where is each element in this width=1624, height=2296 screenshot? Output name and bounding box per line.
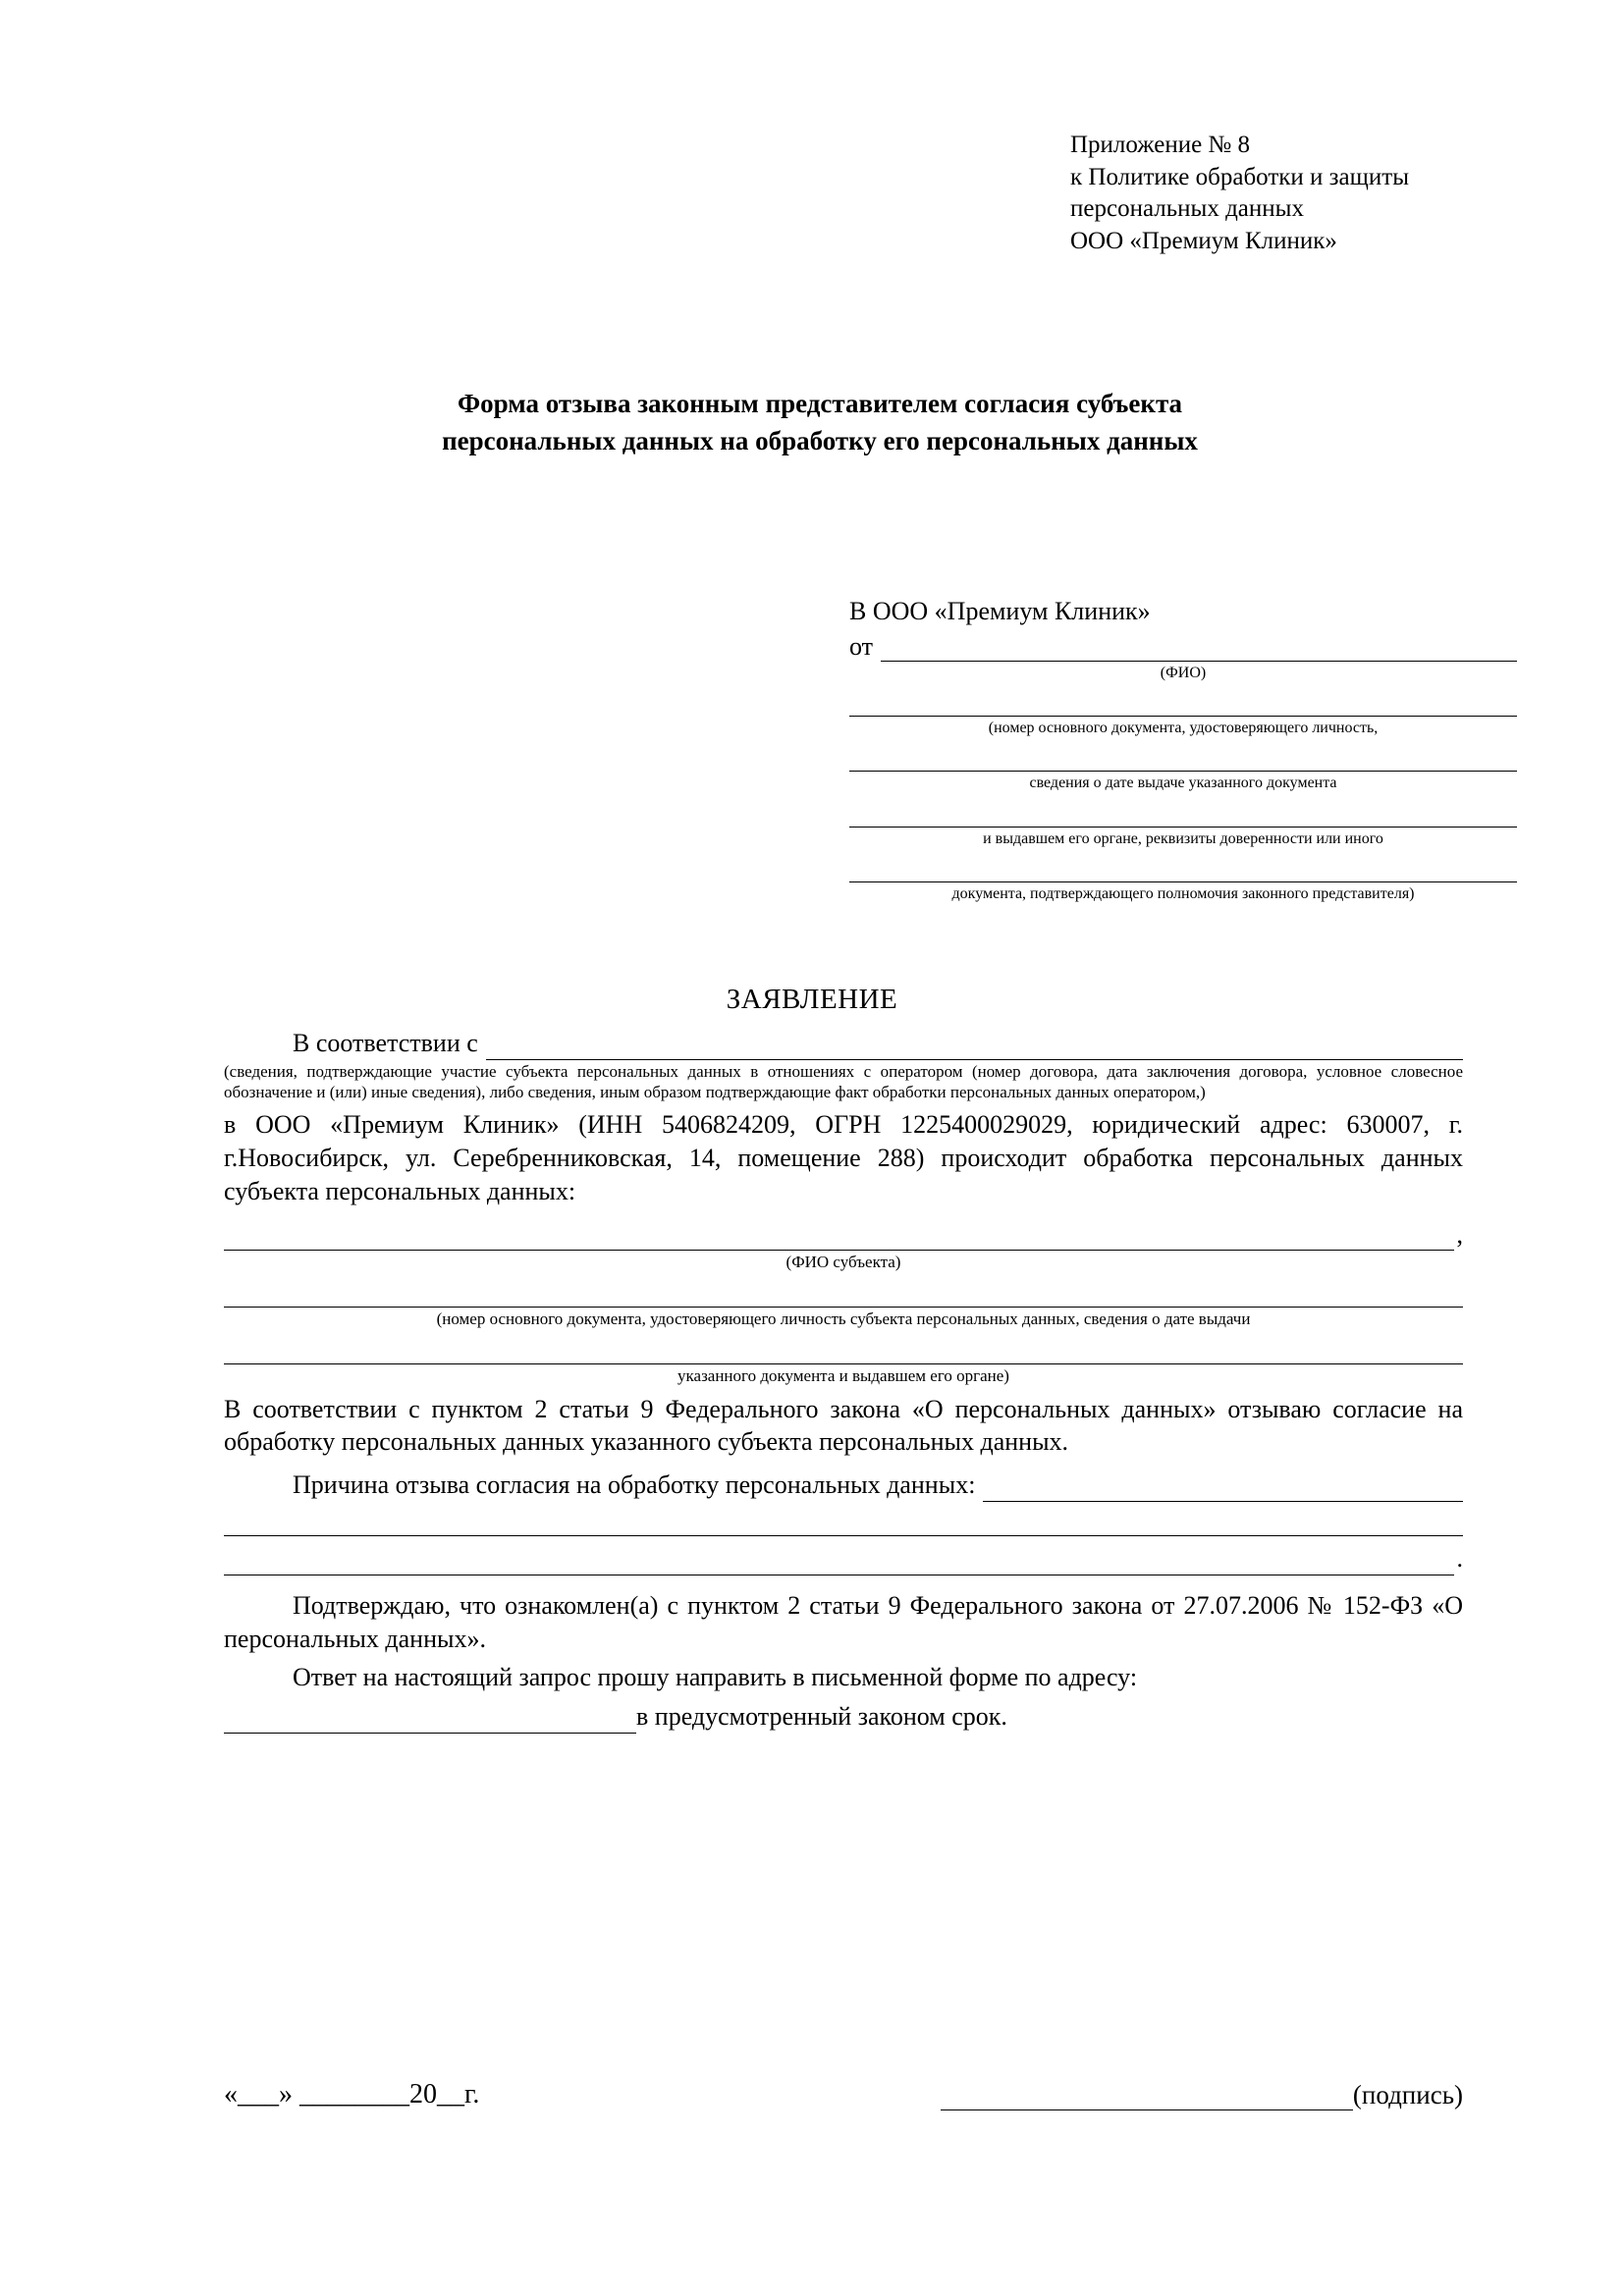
addressee-organization: В ООО «Премиум Клиник» [849,597,1151,625]
doc-caption-4: документа, подтверждающего полномочия законного представителя) [951,884,1415,902]
appendix-header [1070,130,1581,257]
page-title-line-2: персональных данных на обработку его персональных данных [442,426,1198,456]
doc-caption-2: сведения о дате выдаче указанного документа [1029,774,1337,792]
from-fio-input[interactable] [881,639,1517,662]
answer-address-row [224,1700,1463,1734]
reason-label: Причина отзыва согласия на обработку персональных данных: [293,1470,976,1500]
statement-heading: ЗАЯВЛЕНИЕ [726,984,898,1015]
appendix-line-3: персональных данных [1070,195,1304,222]
reason-input-1[interactable] [983,1479,1463,1502]
subject-doc-input-2[interactable] [224,1336,1463,1364]
doc-input-4[interactable] [849,852,1517,882]
addressee-block [849,597,1517,903]
participation-caption: (сведения, подтверждающие участие субъекта персональных данных в отношениях с оператором (номер договора, дата заключения договора, условное словесное обозначение и (или) иные сведения), либо сведения, иным образом подтверждающие факт обработки персональных данных оператором,) [224,1061,1463,1101]
statement-body [224,1027,1463,1734]
appendix-line-2: к Политике обработки и защиты [1070,163,1410,190]
doc-caption-3: и выдавшем его органе, реквизиты доверенности или иного [983,829,1383,847]
from-row [849,632,1517,662]
doc-field-1 [849,686,1517,737]
appendix-line-4: ООО «Премиум Клиник» [1070,227,1337,254]
operator-paragraph: в ООО «Премиум Клиник» (ИНН 5406824209, ОГРН 1225400029029, юридический адрес: 630007, г. г.Новосибирск, ул. Серебренниковская, 14, помещение 288) происходит обработка персональных данных субъекта персональных данных: [224,1110,1463,1205]
accordance-row [224,1027,1463,1060]
doc-field-3 [849,797,1517,848]
date-field[interactable]: «___» ________20__г. [224,2079,480,2109]
revoke-paragraph: В соответствии с пунктом 2 статьи 9 Федерального закона «О персональных данных» отзываю согласие на обработку персональных данных указанного субъекта персональных данных. [224,1394,1463,1457]
doc-field-4 [849,852,1517,903]
page-title-line-1: Форма отзыва законным представителем согласия субъекта [457,389,1183,418]
doc-input-1[interactable] [849,686,1517,717]
subject-fio-row [224,1218,1463,1252]
fio-caption: (ФИО) [1160,665,1207,681]
reason-input-2[interactable] [224,1508,1463,1536]
doc-field-2 [849,741,1517,792]
signature-input[interactable] [941,2086,1353,2110]
doc-caption-1: (номер основного документа, удостоверяющего личность, [988,720,1379,737]
accordance-input[interactable] [486,1038,1463,1060]
subject-fio-caption: (ФИО субъекта) [785,1253,901,1272]
answer-paragraph: Ответ на настоящий запрос прошу направить в письменной форме по адресу: [293,1663,1138,1692]
subject-doc-input-1[interactable] [224,1279,1463,1308]
reason-row [224,1468,1463,1502]
confirm-paragraph: Подтверждаю, что ознакомлен(а) с пунктом 2 статьи 9 Федерального закона от 27.07.2006 № 152-ФЗ «О персональных данных». [224,1590,1463,1653]
reason-end-dot: . [1456,1544,1463,1574]
reason-row-3 [224,1542,1463,1575]
answer-address-input[interactable] [224,1705,636,1734]
subject-doc-caption-1: (номер основного документа, удостоверяющего личность субъекта персональных данных, сведения о дате выдачи [436,1309,1251,1329]
from-label: от [849,632,874,661]
signature-row [224,2079,1463,2110]
signature-label: (подпись) [1352,2080,1463,2109]
subject-fio-input[interactable] [224,1222,1454,1251]
reason-input-3[interactable] [224,1547,1454,1575]
doc-input-2[interactable] [849,741,1517,772]
page-title [295,385,1345,460]
signature-field-group [941,2080,1463,2110]
subject-fio-comma: , [1456,1219,1463,1249]
doc-input-3[interactable] [849,797,1517,828]
appendix-line-1: Приложение № 8 [1070,132,1251,158]
answer-address-tail: в предусмотренный законом срок. [636,1702,1007,1732]
subject-doc-caption-2: указанного документа и выдавшем его органе) [677,1365,1009,1385]
accordance-label: В соответствии с [293,1029,478,1057]
